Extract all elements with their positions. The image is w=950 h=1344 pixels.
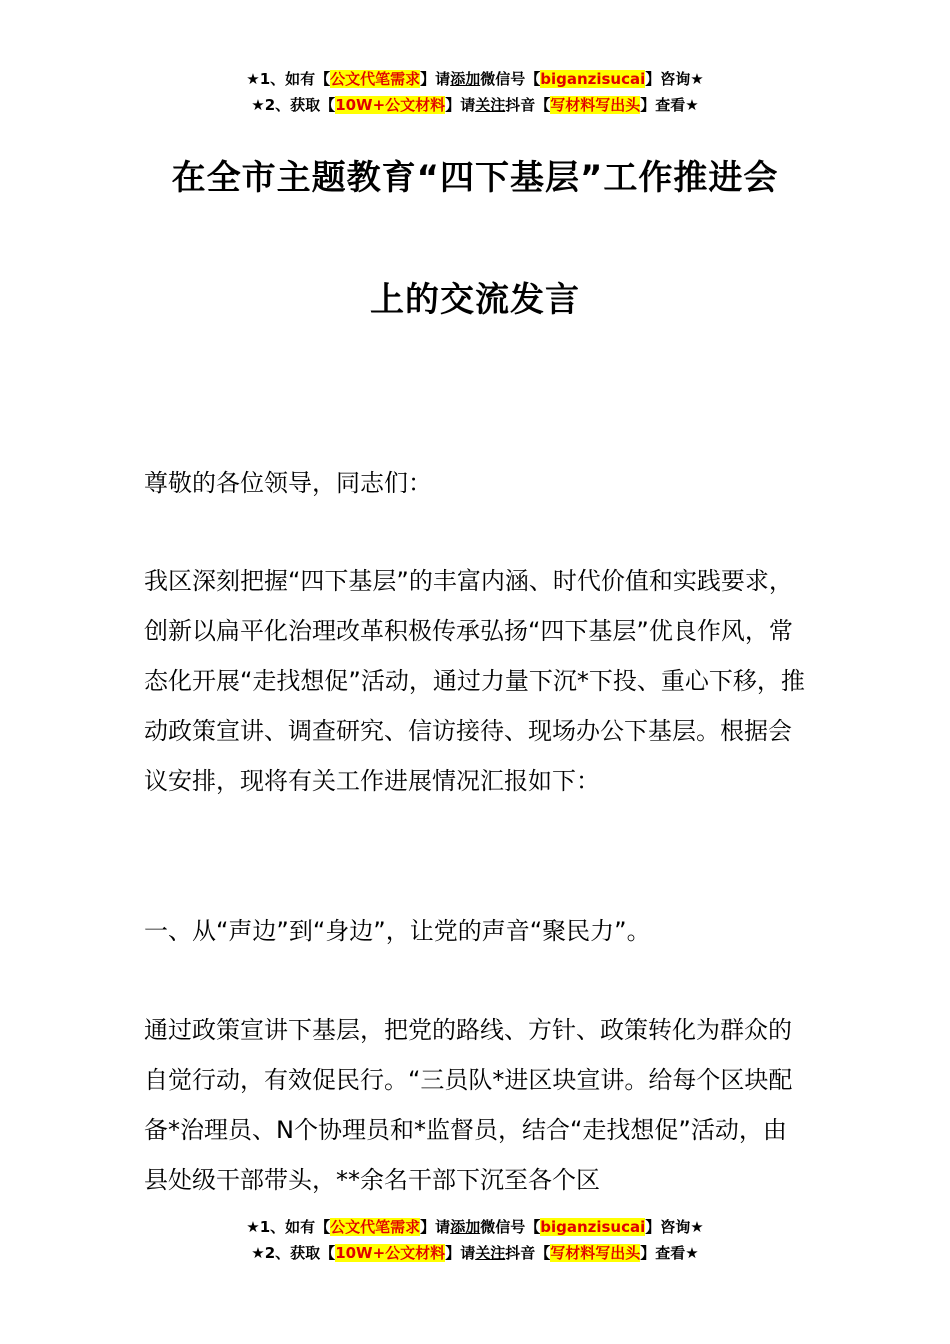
- banner-highlight: biganzisucai: [540, 1218, 646, 1236]
- banner-highlight: 写材料写出头: [550, 1244, 641, 1262]
- banner-line-2: [0, 1240, 950, 1266]
- banner-text: 】请: [445, 1244, 476, 1262]
- banner-highlight: 公文代笔需求: [330, 70, 421, 88]
- banner-underlined-text: 添加: [450, 70, 481, 88]
- banner-text: 微信号【: [480, 1218, 541, 1236]
- banner-underlined-text: 关注: [475, 1244, 506, 1262]
- body-paragraph-2: 通过政策宣讲下基层，把党的路线、方针、政策转化为群众的自觉行动，有效促民行。“三员队*进区块宣讲。给每个区块配备*治理员、N个协理员和*监督员，结合“走找想促”活动，由县处级干部带头，**余名干部下沉至各个区: [144, 1016, 793, 1194]
- banner-text: 】咨询★: [645, 1218, 704, 1236]
- banner-highlight: 公文代笔需求: [330, 1218, 421, 1236]
- banner-text: 微信号【: [480, 70, 541, 88]
- banner-text: ★2、获取【: [251, 1244, 336, 1262]
- banner-highlight: 10W+公文材料: [335, 96, 446, 114]
- document-title-line-2: 上的交流发言: [370, 280, 580, 320]
- banner-highlight: 10W+公文材料: [335, 1244, 446, 1262]
- banner-text: 】请: [420, 1218, 451, 1236]
- footer-banner: [0, 1214, 950, 1266]
- salutation: 尊敬的各位领导，同志们：: [144, 469, 432, 497]
- banner-text: 】请: [420, 70, 451, 88]
- banner-line-1: [0, 1214, 950, 1240]
- banner-text: ★1、如有【: [246, 1218, 331, 1236]
- banner-highlight: 写材料写出头: [550, 96, 641, 114]
- body-paragraph-1: 我区深刻把握“四下基层”的丰富内涵、时代价值和实践要求，创新以扁平化治理改革积极传承弘扬“四下基层”优良作风，常态化开展“走找想促”活动，通过力量下沉*下投、重心下移，推动政策宣讲、调查研究、信访接待、现场办公下基层。根据会议安排，现将有关工作进展情况汇报如下：: [144, 567, 805, 795]
- document-title-line-1: 在全市主题教育“四下基层”工作推进会: [171, 158, 779, 198]
- section-heading: 一、从“声边”到“身边”，让党的声音“聚民力”。: [144, 917, 651, 945]
- banner-text: 抖音【: [505, 1244, 551, 1262]
- banner-text: ★2、获取【: [251, 96, 336, 114]
- banner-text: ★1、如有【: [246, 70, 331, 88]
- banner-underlined-text: 添加: [450, 1218, 481, 1236]
- banner-line-2: [0, 92, 950, 118]
- banner-underlined-text: 关注: [475, 96, 506, 114]
- banner-text: 】请: [445, 96, 476, 114]
- banner-text: 抖音【: [505, 96, 551, 114]
- banner-text: 】查看★: [640, 96, 699, 114]
- banner-highlight: biganzisucai: [540, 70, 646, 88]
- banner-text: 】咨询★: [645, 70, 704, 88]
- banner-line-1: [0, 66, 950, 92]
- header-banner: [0, 66, 950, 118]
- banner-text: 】查看★: [640, 1244, 699, 1262]
